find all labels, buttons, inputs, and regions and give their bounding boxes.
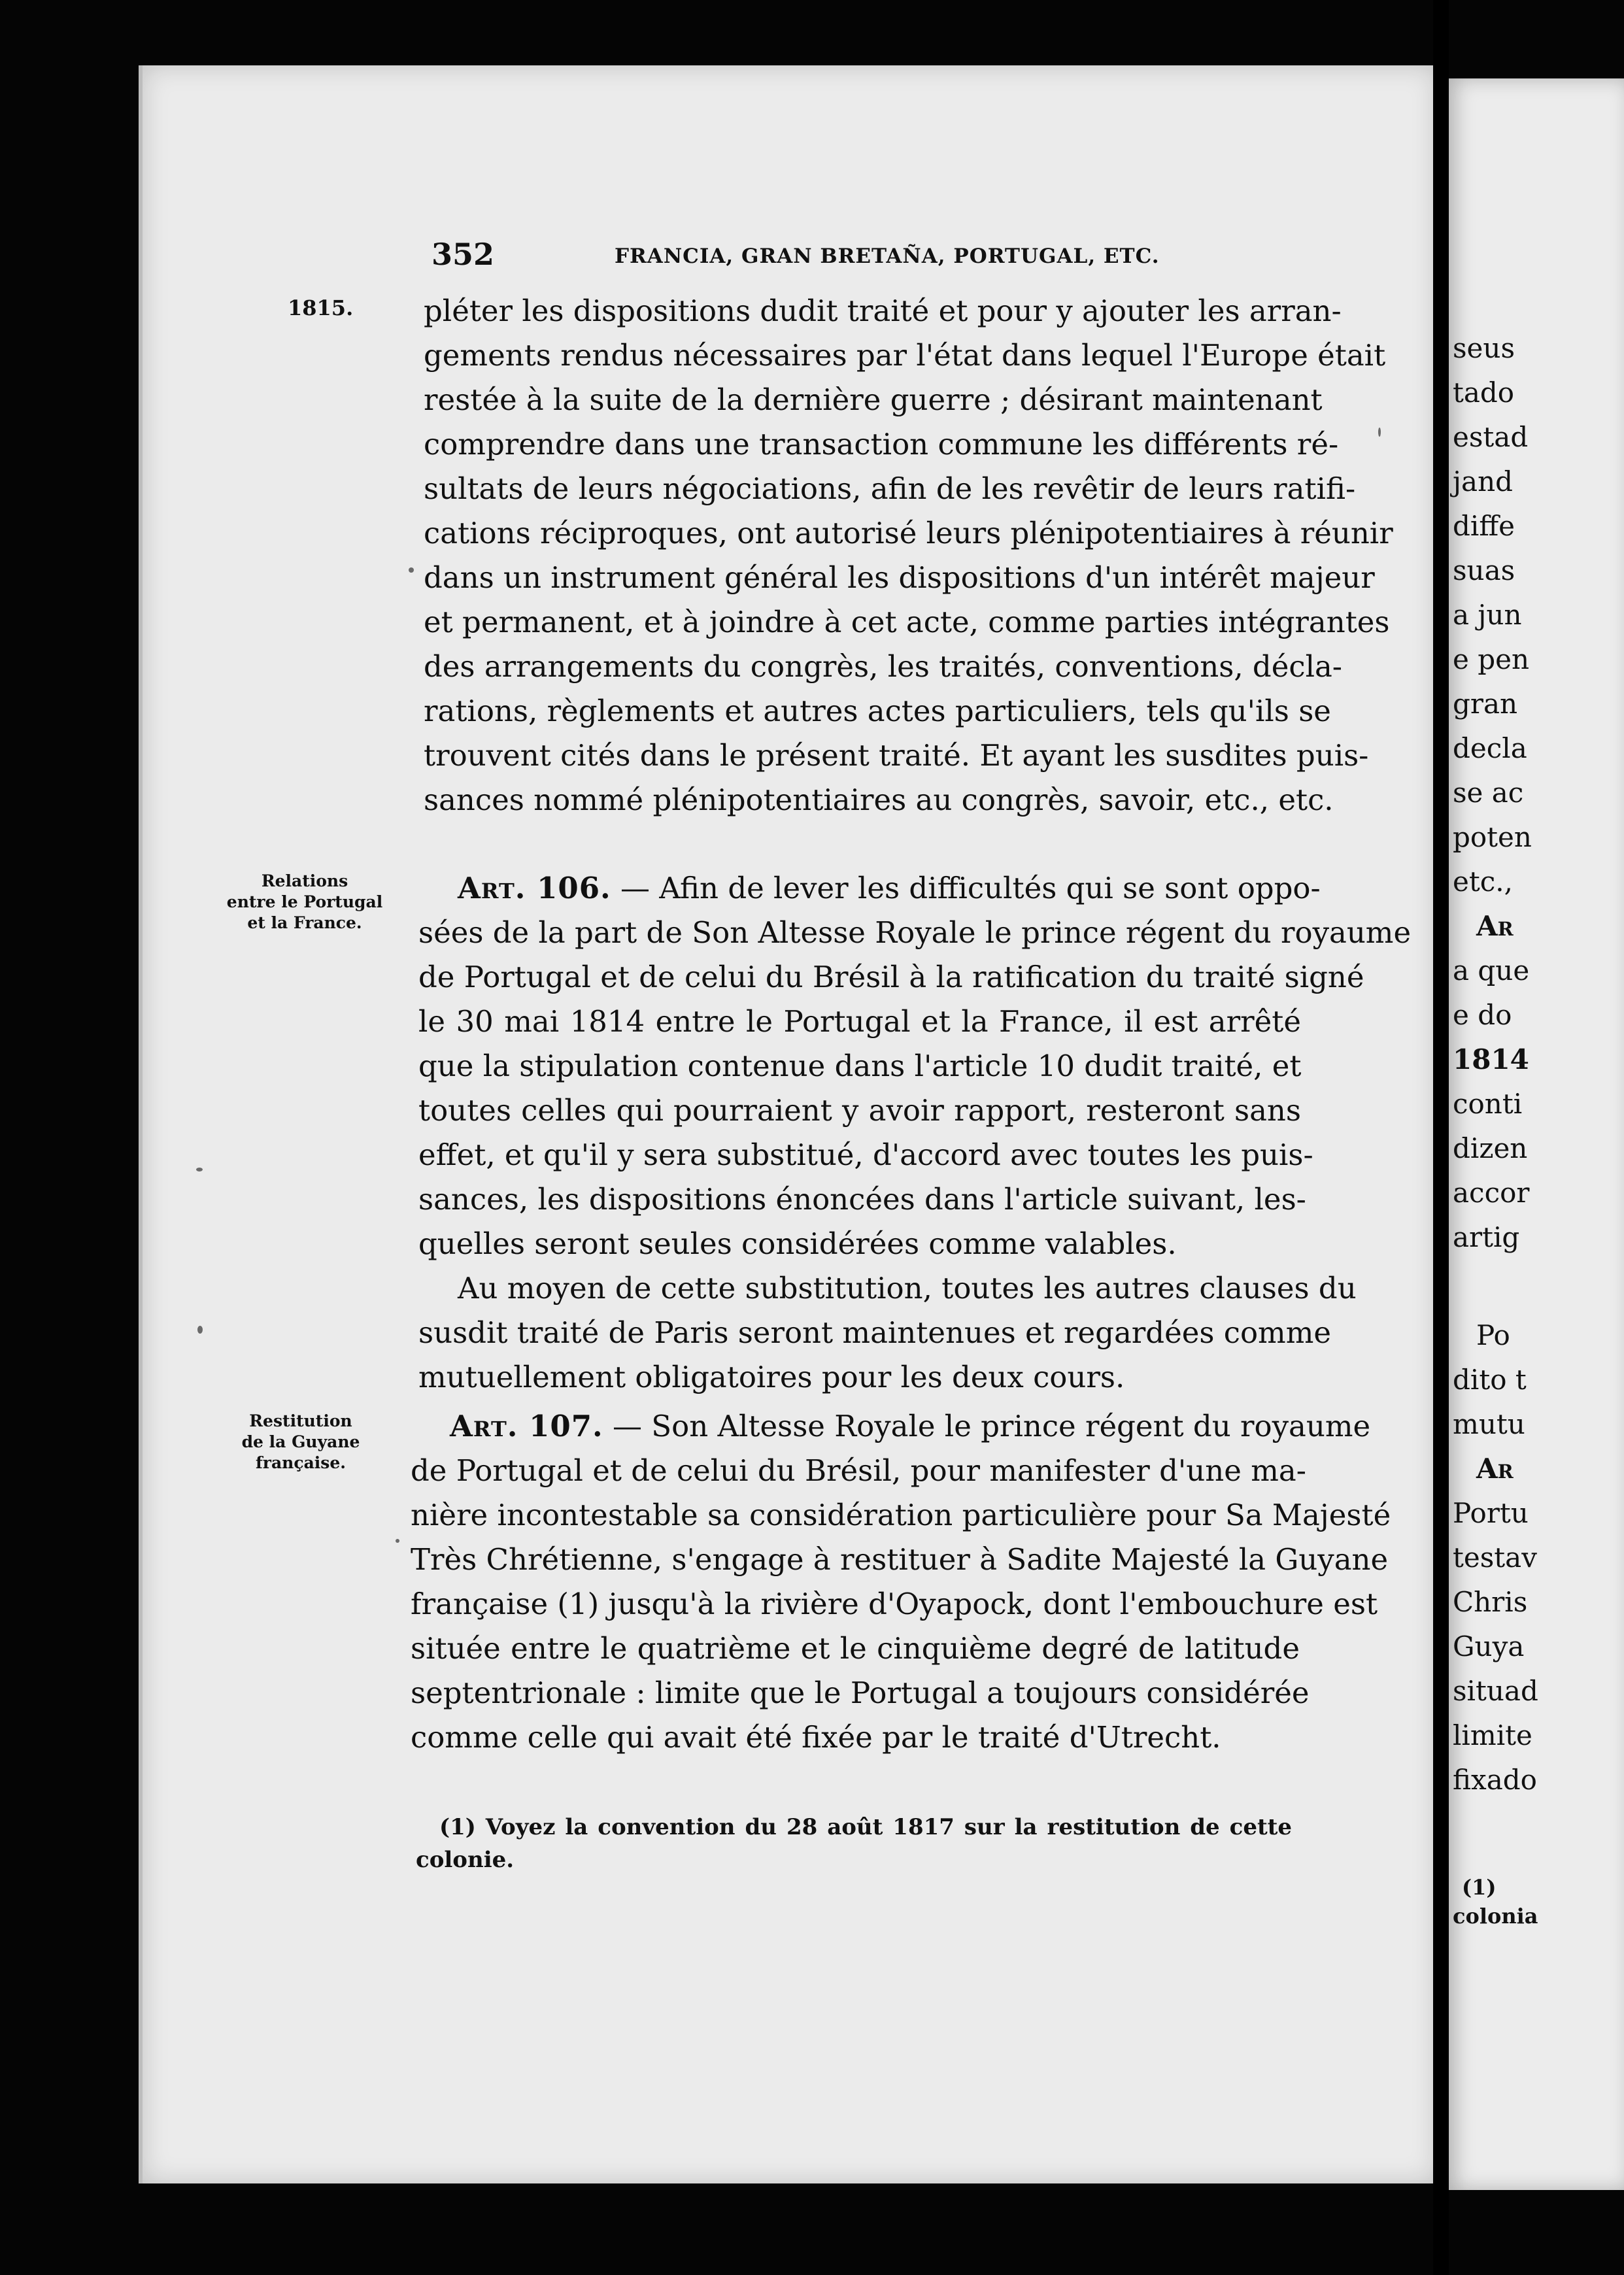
sidenote-line: et la France. (247, 913, 362, 932)
text-line: sances nommé plénipotentiaires au congrès, savoir, etc., etc. (424, 783, 1334, 817)
right-page-line: estad (1453, 421, 1529, 453)
text-line: de Portugal et de celui du Brésil, pour manifester d'une ma- (411, 1453, 1306, 1488)
sidenote-line: Relations (261, 871, 348, 890)
text-line: quelles seront seules considérées comme valables. (418, 1226, 1177, 1261)
sidenote-restitution (222, 1411, 379, 1474)
right-page-line: limite (1453, 1719, 1532, 1751)
right-page-line: dito t (1453, 1364, 1527, 1396)
right-page-footnote-line: colonia (1453, 1904, 1538, 1929)
text-line: située entre le quatrième et le cinquième degré de latitude (411, 1631, 1300, 1666)
running-title: FRANCIA, GRAN BRETAÑA, PORTUGAL, ETC. (615, 244, 1160, 268)
right-page-line: decla (1453, 732, 1527, 764)
text-line: nière incontestable sa considération particulière pour Sa Majesté (411, 1498, 1391, 1532)
text-line: pléter les dispositions dudit traité et pour y ajouter les arran- (424, 294, 1342, 328)
right-page-footnote-line: (1) (1462, 1875, 1497, 1900)
right-page-line: e pen (1453, 643, 1529, 675)
text-line: sées de la part de Son Altesse Royale le prince régent du royaume (418, 915, 1412, 950)
right-page-line: testav (1453, 1542, 1537, 1574)
margin-year: 1815. (288, 295, 354, 320)
right-page-line: fixado (1453, 1764, 1537, 1796)
article-107-label: Art. 107. (450, 1409, 603, 1443)
text-line: restée à la suite de la dernière guerre ; désirant maintenant (424, 382, 1323, 417)
article-106-first-line: — Afin de lever les difficultés qui se sont oppo- (611, 871, 1321, 905)
scan-speck (409, 567, 414, 573)
right-page-line: gran (1453, 688, 1518, 720)
text-line: mutuellement obligatoires pour les deux cours. (418, 1360, 1125, 1394)
right-page-line: a jun (1453, 599, 1522, 631)
text-line (418, 866, 1321, 911)
text-line: comprendre dans une transaction commune les différents ré- (424, 427, 1339, 462)
article-107-first-line: — Son Altesse Royale le prince régent du royaume (603, 1409, 1371, 1443)
text-line: Au moyen de cette substitution, toutes les autres clauses du (458, 1271, 1357, 1306)
right-page-line: jand (1453, 465, 1513, 497)
right-page-line: diffe (1453, 510, 1515, 542)
text-line: le 30 mai 1814 entre le Portugal et la France, il est arrêté (418, 1004, 1301, 1039)
article-106 (418, 866, 1412, 1400)
text-line: sultats de leurs négociations, afin de les revêtir de leurs ratifi- (424, 471, 1356, 506)
right-page-line: Po (1476, 1319, 1510, 1351)
text-line: trouvent cités dans le présent traité. Et ayant les susdites puis- (424, 738, 1369, 773)
page-gutter (1433, 0, 1449, 2275)
text-line: toutes celles qui pourraient y avoir rapport, resteront sans (418, 1093, 1301, 1128)
right-page-line: situad (1453, 1675, 1538, 1707)
sidenote-line: française. (256, 1453, 346, 1472)
right-page-line: accor (1453, 1177, 1530, 1209)
article-106-label: Art. 106. (458, 871, 611, 905)
sidenote-relations (226, 871, 383, 934)
right-page-line: dizen (1453, 1132, 1528, 1164)
text-line: comme celle qui avait été fixée par le traité d'Utrecht. (411, 1720, 1221, 1755)
right-page-line: seus (1453, 332, 1515, 364)
right-page-line: Portu (1453, 1497, 1529, 1529)
text-line: susdit traité de Paris seront maintenues et regardées comme (418, 1315, 1332, 1350)
sidenote-line: Restitution (249, 1411, 352, 1430)
text-line: et permanent, et à joindre à cet acte, comme parties intégrantes (424, 605, 1390, 639)
right-page-line: Ar (1476, 1453, 1514, 1485)
text-line: dans un instrument général les dispositions d'un intérêt majeur (424, 560, 1375, 595)
scan-speck (197, 1326, 203, 1334)
right-page-line: Guya (1453, 1630, 1525, 1662)
page-number: 352 (431, 237, 495, 272)
text-line: que la stipulation contenue dans l'article 10 dudit traité, et (418, 1049, 1302, 1083)
right-page-line: etc., (1453, 866, 1513, 898)
footnote-line: colonie. (416, 1847, 515, 1873)
footnote (416, 1811, 1292, 1876)
text-line (411, 1404, 1371, 1449)
right-page-line: se ac (1453, 777, 1524, 809)
sidenote-line: entre le Portugal (226, 892, 383, 911)
right-page-line: a que (1453, 954, 1530, 986)
text-line: effet, et qu'il y sera substitué, d'accord avec toutes les puis- (418, 1138, 1313, 1172)
right-page-line: poten (1453, 821, 1532, 853)
right-page-line: conti (1453, 1088, 1523, 1120)
text-line: gements rendus nécessaires par l'état dans lequel l'Europe était (424, 338, 1386, 373)
opening-paragraph (424, 289, 1393, 822)
right-page-line: tado (1453, 377, 1515, 409)
text-line: sances, les dispositions énoncées dans l'article suivant, les- (418, 1182, 1306, 1217)
right-page-line: e do (1453, 999, 1512, 1031)
text-line: de Portugal et de celui du Brésil à la ratification du traité signé (418, 960, 1364, 994)
right-page-line: Ar (1476, 910, 1514, 942)
right-page-line: suas (1453, 554, 1515, 586)
right-page-line: artig (1453, 1221, 1520, 1253)
article-107 (411, 1404, 1391, 1760)
scan-speck (1378, 428, 1381, 437)
text-line: rations, règlements et autres actes particuliers, tels qu'ils se (424, 694, 1331, 728)
right-page-line: Chris (1453, 1586, 1528, 1618)
text-line: cations réciproques, ont autorisé leurs plénipotentiaires à réunir (424, 516, 1393, 550)
text-line: des arrangements du congrès, les traités, conventions, décla- (424, 649, 1342, 684)
footnote-line: (1) Voyez la convention du 28 août 1817 sur la restitution de cette (439, 1814, 1292, 1840)
scan-speck (196, 1168, 203, 1171)
sidenote-line: de la Guyane (241, 1432, 360, 1451)
right-page-line: 1814 (1453, 1043, 1529, 1075)
text-line: septentrionale : limite que le Portugal a toujours considérée (411, 1676, 1310, 1710)
right-page-line: mutu (1453, 1408, 1525, 1440)
running-header (431, 237, 1308, 276)
text-line: française (1) jusqu'à la rivière d'Oyapock, dont l'embouchure est (411, 1587, 1378, 1621)
text-line: Très Chrétienne, s'engage à restituer à Sadite Majesté la Guyane (411, 1542, 1389, 1577)
scan-speck (396, 1539, 399, 1543)
